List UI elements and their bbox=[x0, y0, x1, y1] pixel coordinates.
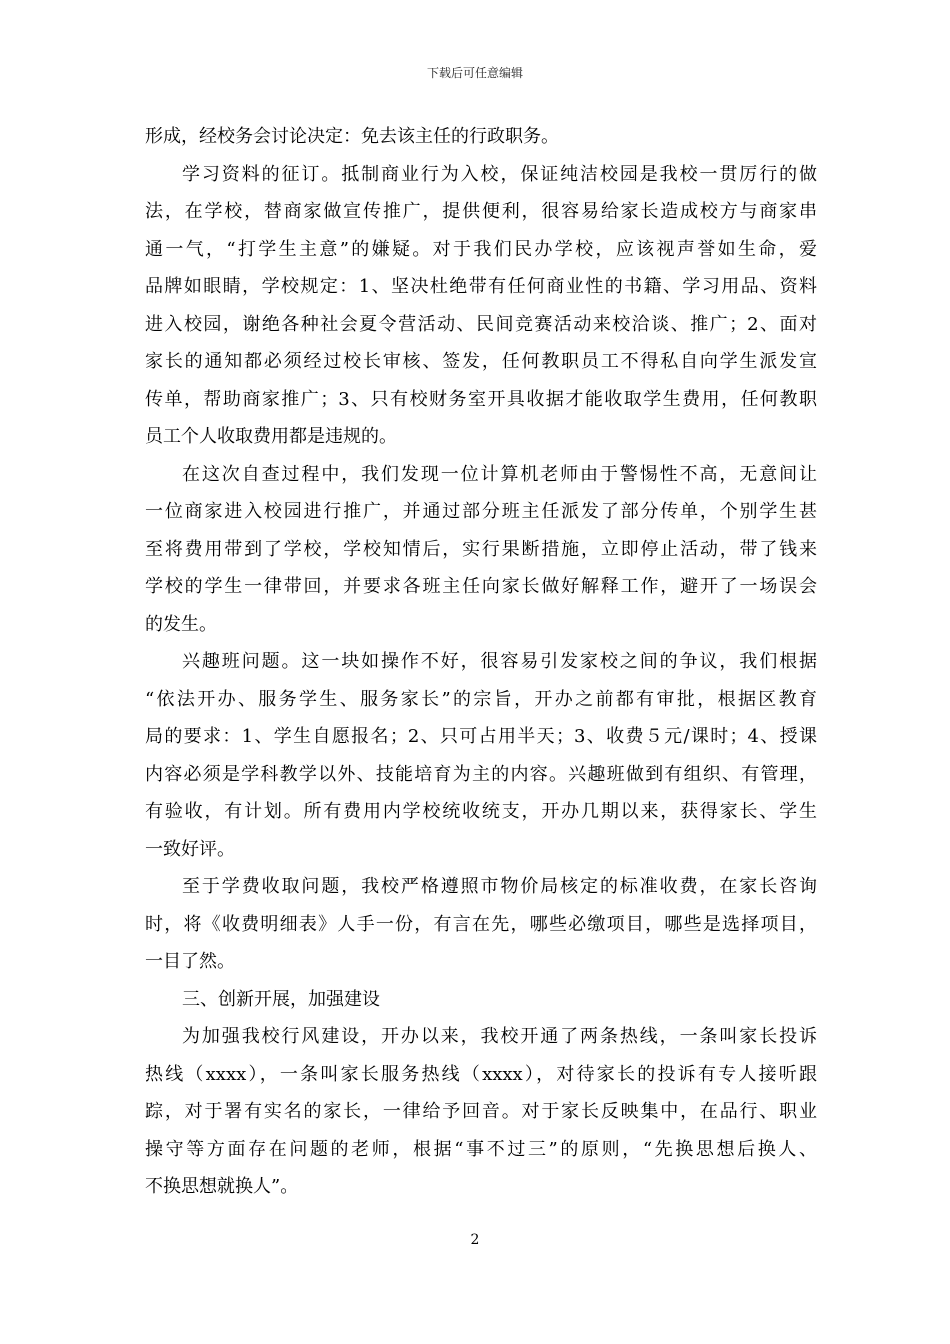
page-number: 2 bbox=[470, 1232, 480, 1248]
text-line: 时，将《收费明细表》人手一份，有言在先，哪些必缴项目，哪些是选择项目， bbox=[145, 913, 817, 935]
text-line: 品牌如眼睛，学校规定：1、坚决杜绝带有任何商业性的书籍、学习用品、资料 bbox=[145, 276, 817, 297]
text-line: 为加强我校行风建设，开办以来，我校开通了两条热线，一条叫家长投诉 bbox=[182, 1026, 817, 1047]
text-line: 员工个人收取费用都是违规的。 bbox=[145, 426, 397, 447]
text-line: 学校的学生一律带回，并要求各班主任向家长做好解释工作，避开了一场误会 bbox=[145, 576, 817, 597]
text-line: 踪，对于署有实名的家长，一律给予回音。对于家长反映集中，在品行、职业 bbox=[145, 1101, 817, 1122]
text-line: 操守等方面存在问题的老师，根据“事不过三”的原则，“先换思想后换人、 bbox=[145, 1138, 817, 1160]
text-line: 至于学费收取问题，我校严格遵照市物价局核定的标准收费，在家长咨询 bbox=[182, 876, 817, 897]
text-line: 通一气，“打学生主意”的嫌疑。对于我们民办学校，应该视声誉如生命，爱 bbox=[145, 238, 817, 260]
text-line: 形成，经校务会讨论决定：免去该主任的行政职务。 bbox=[145, 126, 559, 147]
text-line: 一位商家进入校园进行推广，并通过部分班主任派发了部分传单，个别学生甚 bbox=[145, 501, 817, 522]
text-line: 的发生。 bbox=[145, 613, 217, 635]
text-line: 有验收，有计划。所有费用内学校统收统支，开办几期以来，获得家长、学生 bbox=[145, 801, 817, 822]
text-line: 法，在学校，替商家做宣传推广，提供便利，很容易给家长造成校方与商家串 bbox=[145, 201, 817, 222]
document-body bbox=[145, 118, 817, 1206]
page-header: 下载后可任意编辑 bbox=[426, 66, 523, 80]
text-line: 热线（xxxx），一条叫家长服务热线（xxxx），对待家长的投诉有专人接听跟 bbox=[145, 1063, 817, 1085]
section-heading: 三、创新开展，加强建设 bbox=[182, 988, 380, 1010]
text-line: 学习资料的征订。抵制商业行为入校，保证纯洁校园是我校一贯厉行的做 bbox=[182, 163, 817, 185]
text-line: 一致好评。 bbox=[145, 838, 235, 860]
text-line: 进入校园，谢绝各种社会夏令营活动、民间竞赛活动来校洽谈、推广；2、面对 bbox=[145, 313, 817, 335]
text-line: 至将费用带到了学校，学校知情后，实行果断措施，立即停止活动，带了钱来 bbox=[145, 538, 817, 560]
text-line: 一目了然。 bbox=[145, 951, 235, 972]
text-line: 内容必须是学科教学以外、技能培育为主的内容。兴趣班做到有组织、有管理， bbox=[145, 763, 817, 785]
text-line: 兴趣班问题。这一块如操作不好，很容易引发家校之间的争议，我们根据 bbox=[182, 651, 817, 672]
text-line: 在这次自查过程中，我们发现一位计算机老师由于警惕性不高，无意间让 bbox=[182, 463, 817, 485]
text-line: “依法开办、服务学生、服务家长”的宗旨，开办之前都有审批，根据区教育 bbox=[145, 688, 817, 710]
text-line: 局的要求：1、学生自愿报名；2、只可占用半天；3、收费５元/课时；4、授课 bbox=[145, 726, 817, 747]
text-line: 传单，帮助商家推广；3、只有校财务室开具收据才能收取学生费用，任何教职 bbox=[145, 388, 817, 410]
text-line: 不换思想就换人”。 bbox=[145, 1176, 299, 1197]
text-line: 家长的通知都必须经过校长审核、签发，任何教职员工不得私自向学生派发宣 bbox=[145, 351, 817, 372]
